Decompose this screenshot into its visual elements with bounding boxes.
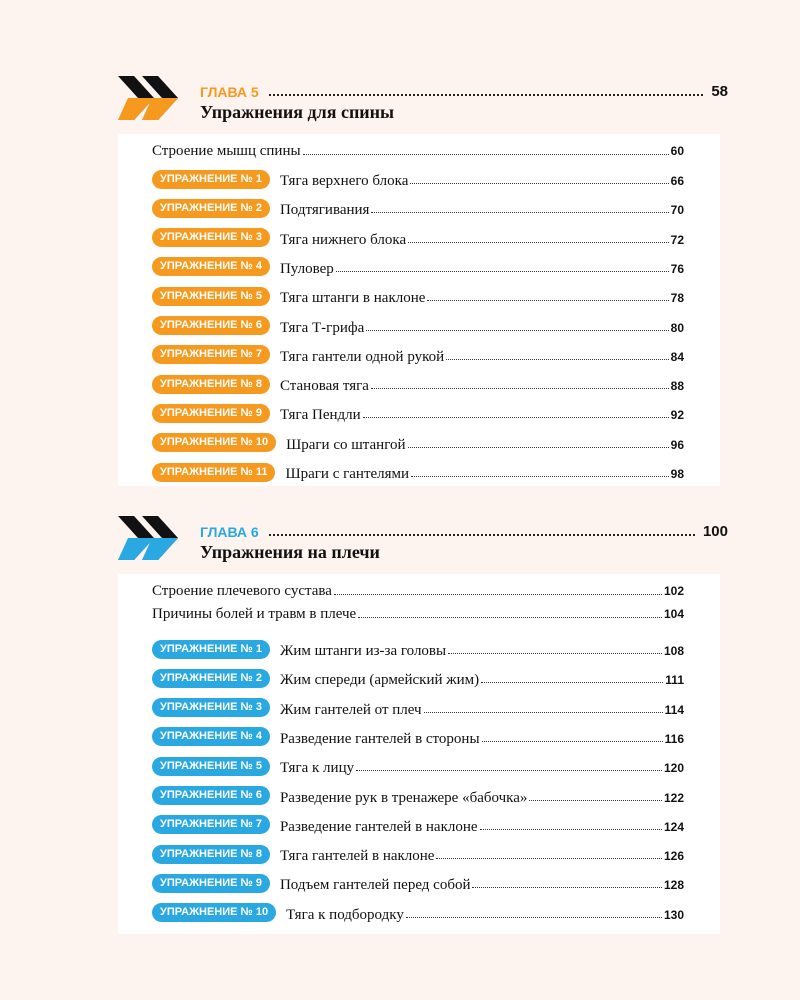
exercise-badge: УПРАЖНЕНИЕ № 5 [152, 287, 270, 306]
toc-row-text: Строение мышц спины [152, 143, 301, 159]
toc-row-text: Шраги со штангой [286, 436, 406, 453]
toc-row-exercise[interactable] [152, 373, 684, 395]
toc-row-exercise[interactable] [152, 344, 684, 366]
toc-row-text: Строение плечевого сустава [152, 583, 332, 599]
exercise-badge: УПРАЖНЕНИЕ № 2 [152, 669, 270, 688]
toc-row-text: Тяга к лицу [279, 760, 355, 777]
toc-row-text: Тяга нижнего блока [279, 231, 407, 248]
exercise-badge: УПРАЖНЕНИЕ № 3 [152, 698, 270, 717]
toc-row-exercise[interactable] [152, 285, 684, 307]
exercise-badge: УПРАЖНЕНИЕ № 11 [152, 463, 275, 482]
toc-row-text: Тяга Т-грифа [279, 319, 365, 336]
toc-row-page: 92 [670, 408, 684, 423]
toc-row-exercise[interactable] [152, 315, 684, 337]
dot-leader [334, 594, 662, 595]
dot-leader [482, 741, 663, 742]
exercise-badge: УПРАЖНЕНИЕ № 1 [152, 170, 270, 189]
toc-row-page: 72 [670, 232, 684, 247]
exercise-badge: УПРАЖНЕНИЕ № 10 [152, 433, 276, 452]
toc-row-exercise[interactable] [152, 256, 684, 278]
chapter-label: ГЛАВА 6 [200, 524, 259, 540]
toc-row-exercise[interactable] [152, 726, 684, 748]
exercise-badge: УПРАЖНЕНИЕ № 9 [152, 874, 270, 893]
toc-row-page: 98 [670, 467, 684, 481]
exercise-badge: УПРАЖНЕНИЕ № 10 [152, 903, 276, 922]
toc-row-text: Жим спереди (армейский жим) [279, 672, 480, 689]
chevron-arrows-icon [118, 516, 182, 560]
toc-row-text: Тяга к подбородку [286, 906, 404, 923]
toc-box [118, 574, 720, 934]
toc-row-exercise[interactable] [152, 814, 684, 836]
dot-leader [371, 388, 669, 389]
toc-row-text: Шраги с гантелями [285, 466, 410, 482]
toc-row-page: 128 [663, 878, 684, 893]
dot-leader [480, 829, 662, 830]
toc-row-exercise[interactable] [152, 197, 684, 219]
dot-leader [371, 212, 668, 213]
exercise-badge: УПРАЖНЕНИЕ № 4 [152, 727, 270, 746]
toc-row-page: 60 [670, 144, 684, 158]
toc-row-exercise[interactable] [152, 638, 684, 660]
toc-row-text: Пуловер [279, 260, 334, 277]
exercise-badge: УПРАЖНЕНИЕ № 3 [152, 228, 270, 247]
toc-row-page: 130 [663, 907, 684, 922]
chapter-page: 100 [702, 523, 728, 540]
dot-leader [481, 682, 663, 683]
dot-leader [358, 617, 662, 618]
dot-leader [408, 242, 669, 243]
dot-leader [408, 447, 669, 448]
toc-row-page: 84 [670, 349, 684, 364]
toc-row-text: Разведение гантелей в наклоне [279, 818, 478, 835]
toc-row-exercise[interactable] [152, 902, 684, 924]
dot-leader [411, 476, 669, 477]
chapter-label: ГЛАВА 5 [200, 84, 259, 100]
toc-row-intro[interactable] [152, 578, 684, 600]
dot-leader [448, 653, 662, 654]
dot-leader [424, 712, 663, 713]
dot-leader [472, 887, 661, 888]
toc-row-page: 76 [670, 261, 684, 276]
chapter-title: Упражнения для спины [200, 102, 395, 122]
dot-leader [269, 94, 704, 96]
toc-row-exercise[interactable] [152, 168, 684, 190]
dot-leader [269, 534, 695, 536]
toc-row-text: Подъем гантелей перед собой [279, 877, 471, 894]
chapter-number-line[interactable] [200, 80, 728, 100]
toc-row-intro[interactable] [152, 601, 684, 623]
toc-row-page: 104 [663, 607, 684, 621]
toc-row-exercise[interactable] [152, 432, 684, 454]
toc-row-text: Тяга Пендли [279, 407, 361, 424]
exercise-badge: УПРАЖНЕНИЕ № 1 [152, 640, 270, 659]
exercise-badge: УПРАЖНЕНИЕ № 4 [152, 257, 270, 276]
toc-row-exercise[interactable] [152, 785, 684, 807]
toc-row-exercise[interactable] [152, 872, 684, 894]
toc-row-page: 78 [670, 291, 684, 306]
toc-row-exercise[interactable] [152, 667, 684, 689]
toc-row-page: 70 [670, 203, 684, 218]
toc-row-page: 116 [664, 731, 684, 746]
toc-row-exercise[interactable] [152, 227, 684, 249]
toc-row-page: 122 [663, 790, 684, 805]
chapter-page: 58 [711, 83, 728, 100]
toc-row-exercise[interactable] [152, 755, 684, 777]
toc-row-page: 66 [670, 174, 684, 188]
dot-leader [363, 417, 669, 418]
exercise-badge: УПРАЖНЕНИЕ № 6 [152, 786, 270, 805]
dot-leader [529, 800, 662, 801]
dot-leader [446, 359, 668, 360]
toc-row-page: 102 [663, 584, 684, 598]
dot-leader [427, 300, 668, 301]
dot-leader [436, 858, 662, 859]
toc-row-page: 88 [670, 379, 684, 394]
toc-row-text: Жим гантелей от плеч [279, 701, 422, 718]
exercise-badge: УПРАЖНЕНИЕ № 8 [152, 375, 270, 394]
exercise-badge: УПРАЖНЕНИЕ № 9 [152, 404, 270, 423]
chapter-title: Упражнения на плечи [200, 542, 380, 562]
toc-row-text: Тяга гантелей в наклоне [279, 848, 435, 865]
toc-row-exercise[interactable] [152, 402, 684, 424]
dot-leader [406, 917, 662, 918]
toc-row-text: Тяга верхнего блока [279, 173, 409, 189]
toc-row-exercise[interactable] [152, 697, 684, 719]
dot-leader [303, 154, 669, 155]
exercise-badge: УПРАЖНЕНИЕ № 8 [152, 845, 270, 864]
toc-row-text: Причины болей и травм в плече [152, 606, 357, 622]
toc-row-text: Тяга гантели одной рукой [279, 348, 445, 365]
chapter-number-line[interactable] [200, 520, 728, 540]
dot-leader [356, 770, 662, 771]
toc-row-page: 124 [663, 819, 684, 834]
toc-row-page: 126 [663, 849, 684, 864]
toc-row-page: 96 [670, 437, 684, 452]
exercise-badge: УПРАЖНЕНИЕ № 5 [152, 757, 270, 776]
toc-row-page: 120 [663, 761, 684, 776]
toc-row-page: 111 [665, 673, 684, 688]
toc-row-text: Разведение гантелей в стороны [279, 730, 480, 747]
toc-row-text: Подтягивания [279, 202, 370, 219]
toc-box [118, 134, 720, 486]
dot-leader [410, 183, 668, 184]
exercise-badge: УПРАЖНЕНИЕ № 6 [152, 316, 270, 335]
chevron-arrows-icon [118, 76, 182, 120]
toc-row-page: 114 [664, 702, 684, 717]
toc-row-intro[interactable] [152, 138, 684, 160]
toc-row-page: 108 [663, 644, 684, 658]
exercise-badge: УПРАЖНЕНИЕ № 2 [152, 199, 270, 218]
toc-row-text: Становая тяга [279, 378, 369, 395]
toc-row-text: Жим штанги из-за головы [279, 643, 447, 659]
dot-leader [366, 330, 668, 331]
toc-row-exercise[interactable] [152, 843, 684, 865]
toc-row-exercise[interactable] [152, 461, 684, 483]
toc-row-text: Тяга штанги в наклоне [279, 290, 426, 307]
toc-row-text: Разведение рук в тренажере «бабочка» [279, 789, 528, 806]
exercise-badge: УПРАЖНЕНИЕ № 7 [152, 345, 270, 364]
toc-row-page: 80 [670, 320, 684, 335]
dot-leader [336, 271, 669, 272]
exercise-badge: УПРАЖНЕНИЕ № 7 [152, 815, 270, 834]
